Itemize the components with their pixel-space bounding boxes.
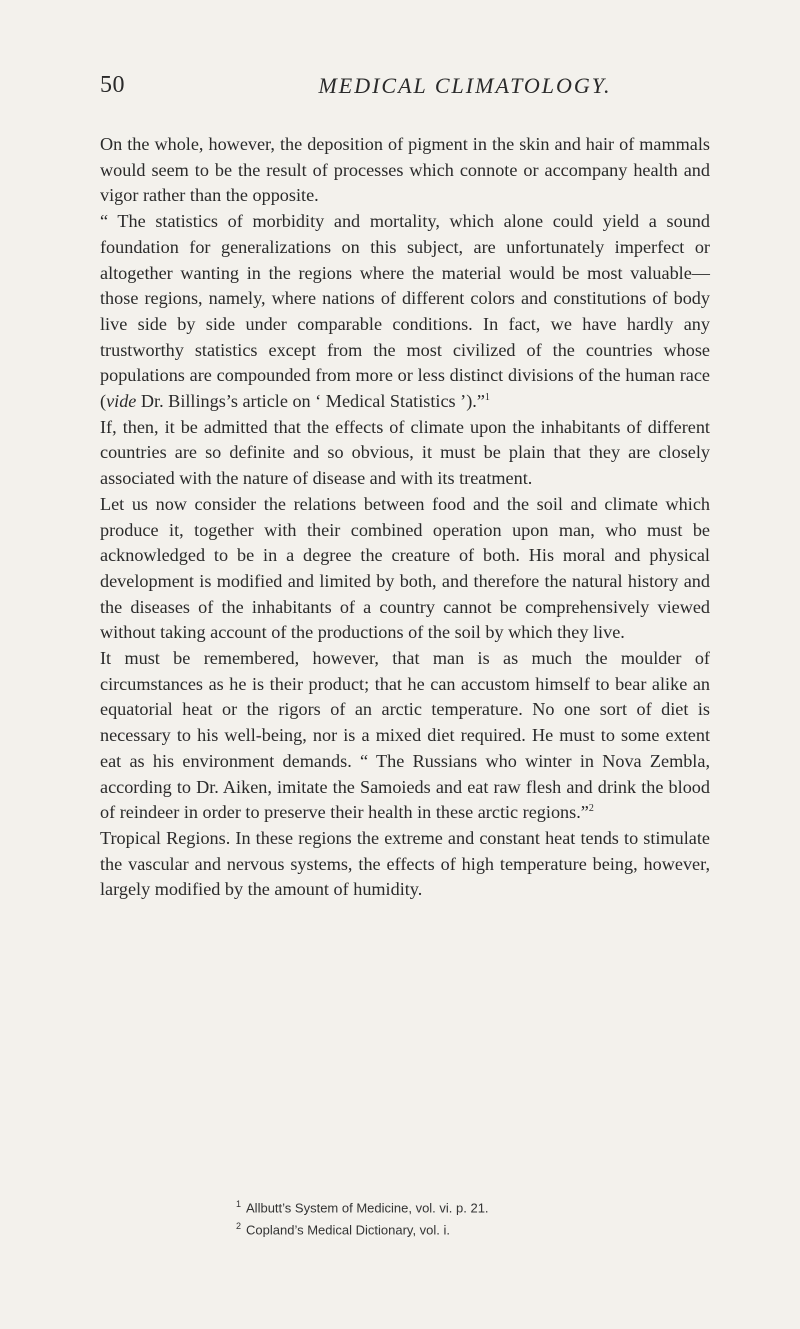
footnote-ref: 1 (484, 391, 490, 403)
section-heading-tropical: Tropical Regions. (100, 827, 231, 848)
footnote-ref: 2 (588, 803, 594, 815)
paragraph-text: “ The statistics of morbidity and mortality, which alone could yield a sound foundation for generalizations on this subject, are unfortunately imperfect or altogether wanting in the regions where the material would be most valuable—those regions, namely, where nations of different colors and constitutions of body live side by side under comparable conditions. In fact, we have hardly any trustworthy statistics except from the most civilized of the countries whose populations are compounded from more or less distinct divisions of the human race ( (100, 211, 710, 412)
paragraph-text: In these regions the extreme and constant heat tends to stimulate the vascular and nervous systems, the effects of high temperature being, however, largely modified by the amount of humidity. (100, 827, 710, 900)
paragraph-food-soil (100, 492, 710, 646)
page-header (100, 72, 720, 106)
paragraph-text: On the whole, however, the deposition of pigment in the skin and hair of mammals would seem to be the result of processes which connote or accompany health and vigor rather than the opposite. (100, 134, 710, 206)
footnotes (236, 1195, 706, 1240)
paragraph-text: If, then, it be admitted that the effects of climate upon the inhabitants of different countries are so definite and so obvious, it must be plain that they are closely associated with the nature of disease and with its treatment. (100, 416, 710, 489)
paragraph-text: Let us now consider the relations between food and the soil and climate which produce it, together with their combined operation upon man, who must be acknowledged to be in a degree the creature of both. His moral and physical development is modified and limited by both, and therefore the natural history and the diseases of the inhabitants of a country cannot be comprehensively viewed without taking account of the productions of the soil by which they live. (100, 493, 710, 643)
footnote-text: Copland’s Medical Dictionary, vol. i. (246, 1222, 451, 1238)
paragraph-climate-effects (100, 415, 710, 492)
page-number: 50 (100, 72, 125, 98)
footnote-text: Allbutt’s System of Medicine, vol. vi. p. 21. (246, 1200, 489, 1216)
paragraph-text: It must be remembered, however, that man is as much the moulder of circumstances as he is their product; that he can accustom himself to bear alike an equatorial heat or the rigors of an arctic temperature. No one sort of diet is necessary to his well-being, nor is a mixed diet required. He must to some extent eat as his environment demands. “ The Russians who winter in Nova Zembla, according to Dr. Aiken, imitate the Samoieds and eat raw flesh and drink the blood of reindeer in order to preserve their health in these arctic regions.” (100, 648, 710, 823)
running-title: MEDICAL CLIMATOLOGY. (318, 73, 612, 98)
paragraph-tropical (100, 826, 710, 903)
footnote-2 (236, 1217, 706, 1239)
paragraph-pigment (100, 132, 710, 209)
vide-italic: vide (106, 391, 137, 412)
paragraph-moulder (100, 646, 710, 826)
paragraph-text: Dr. Billings’s article on ‘ Medical Statistics ’).” (136, 391, 485, 412)
footnote-1 (236, 1195, 706, 1217)
body-text (100, 132, 710, 903)
footnote-number: 1 (236, 1199, 242, 1209)
footnote-number: 2 (236, 1221, 242, 1232)
paragraph-statistics-quote (100, 209, 710, 415)
